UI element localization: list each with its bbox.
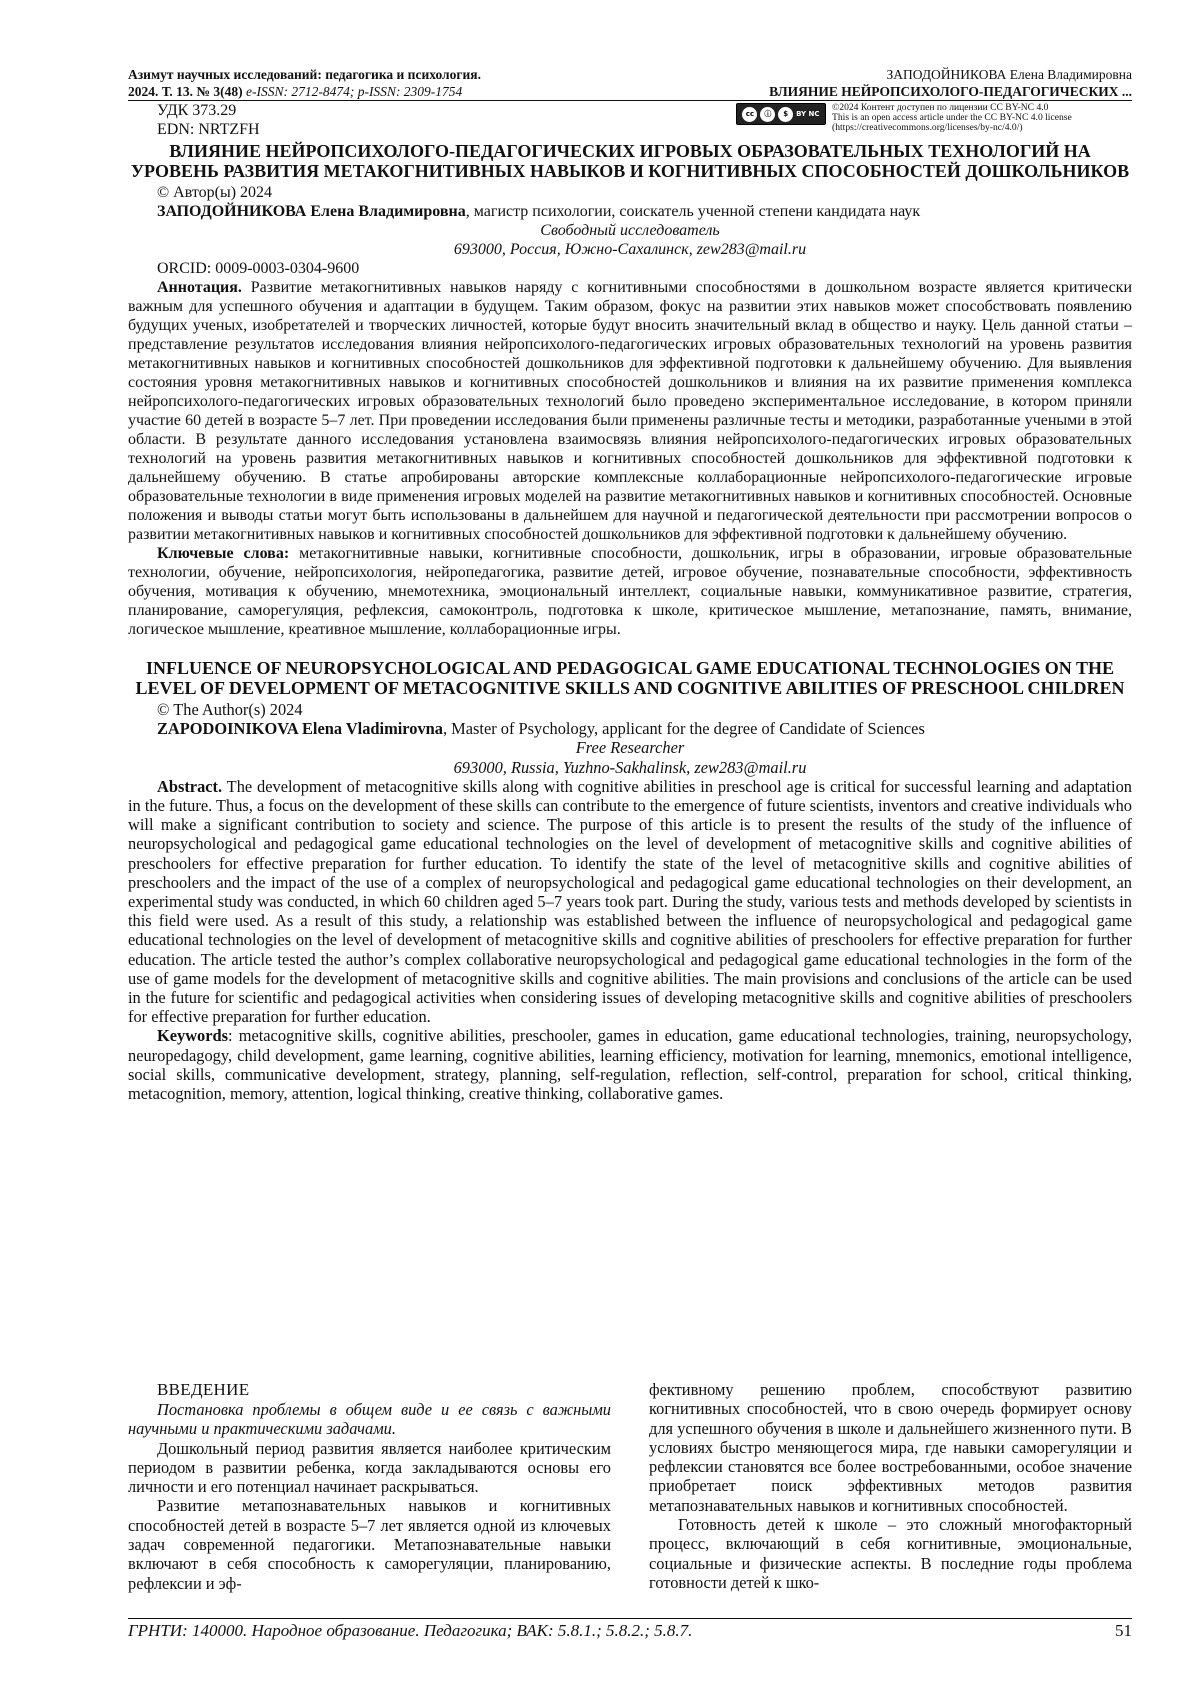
- left-column: [128, 1380, 611, 1593]
- abstract-text-ru: Развитие метакогнитивных навыков наряду с когнитивными способностями в дошкольном возрасте является критически важным для успешного обучения и адаптации в будущем. Таким образом, фокус на развитии этих навыков может способствовать появлению будущих ученых, изобретателей и творческих личностей, которые будут вносить значительный вклад в общество и науку. Цель данной статьи – представление результатов исследования влияния нейропсихолого-педагогических игровых образовательных технологий на уровень развития метакогнитивных навыков и когнитивных способностей дошкольников для эффективной подготовки к дальнейшему обучению. Для выявления состояния уровня метакогнитивных навыков и когнитивных способностей дошкольников и влияния на их развитие применения комплекса нейропсихолого-педагогических игровых образовательных технологий было проведено экспериментальное исследование, в котором приняли участие 60 детей в возрасте 5–7 лет. При проведении исследования были применены различные тесты и методики, разработанные учеными в этой области. В результате данного исследования установлена взаимосвязь влияния нейропсихолого-педагогических игровых образовательных технологий на уровень развития метакогнитивных навыков и когнитивных способностей дошкольников для эффективной подготовки к дальнейшему обучению. В статье апробированы авторские комплексные коллаборационные нейропсихолого-педагогические игровые образовательные технологии в виде применения игровых моделей на развитие метакогнитивных навыков и когнитивных способностей. Основные положения и выводы статьи могут быть использованы в дальнейшем для научной и педагогической деятельности при рассмотрении вопросов о развитии метакогнитивных навыков и когнитивных способностей дошкольников для эффективной подготовки к дальнейшему обучению.: [128, 279, 1132, 543]
- section-heading-intro: ВВЕДЕНИЕ: [157, 1380, 250, 1399]
- page-number: 51: [1115, 1621, 1132, 1640]
- keywords-text-en: : metacognitive skills, cognitive abilities, preschooler, games in education, game educational technologies, training, neuropsychology, neuropedagogy, child development, game learning, cognitive abilities, learning efficiency, motivation for learning, mnemonics, emotional intelligence, social skills, communicative development, strategy, planning, self-regulation, reflection, self-control, preparation for school, critical thinking, metacognition, memory, attention, logical thinking, creative thinking, collaborative games.: [128, 1026, 1132, 1104]
- keywords-ru: [128, 544, 1132, 639]
- abstract-text-en: The development of metacognitive skills along with cognitive abilities in preschool age is critical for successful learning and adaptation in the future. Thus, a focus on the development of these skills can contribute to the emergence of future scientists, inventors and creative individuals who will make a significant contribution to society and science. The purpose of this article is to present the results of the study of the influence of neuropsychological and pedagogical game educational technologies on the level of development of metacognitive skills and cognitive abilities of preschoolers for effective preparation for further education. To identify the state of the level of metacognitive skills and cognitive abilities of preschoolers and the impact of the use of a complex of neuropsychological and pedagogical game educational technologies on their development, an experimental study was conducted, in which 60 children aged 5–7 years took part. During the study, various tests and methods developed by scientists in this field were used. As a result of this study, a relationship was established between the influence of neuropsychological and pedagogical game educational technologies on the level of development of metacognitive skills and cognitive abilities of preschoolers for effective preparation for further education. The article tested the author’s complex collaborative neuropsychological and pedagogical game educational technologies in the form of the use of game models for the development of metacognitive skills and cognitive abilities. The main provisions and conclusions of the article can be used in the future for scientific and pedagogical activities when considering issues of developing metacognitive skills and cognitive abilities of preschoolers for effective preparation for further education.: [128, 776, 1132, 1027]
- journal-issn: e-ISSN: 2712-8474; p-ISSN: 2309-1754: [242, 84, 463, 99]
- author-name-en: ZAPODOINIKOVA Elena Vladimirovna: [157, 719, 443, 739]
- intro-paragraph-2: Развитие метапознавательных навыков и когнитивных способностей детей в возрасте 5–7 лет является одной из ключевых задач современной педагогики. Метапознавательные навыки включают в себя способность к саморегуляции, планированию, рефлексии и эф-: [128, 1496, 611, 1593]
- keywords-en: [128, 1026, 1132, 1103]
- keywords-label-ru: Ключевые слова:: [157, 545, 290, 562]
- affiliation-en: Free Researcher: [575, 738, 685, 758]
- keywords-text-ru: метакогнитивные навыки, когнитивные способности, дошкольник, игры в образовании, игровые образовательные технологии, обучение, нейропсихология, нейропедагогика, развитие детей, игровое обучение, познавательные способности, эффективность обучения, мотивация к обучению, мнемотехника, эмоциональный интеллект, социальные навыки, коммуникативное развитие, стратегия, планирование, саморегуляция, рефлексия, самоконтроль, подготовка к школе, критическое мышление, метапознание, память, внимание, логическое мышление, креативное мышление, коллаборационные игры.: [128, 545, 1133, 638]
- english-section: [128, 658, 1132, 1103]
- article-meta: [128, 101, 1132, 141]
- intro-subheading: Постановка проблемы в общем виде и ее связь с важными научными и практическими задачами.: [128, 1400, 611, 1439]
- article-title-en: INFLUENCE OF NEUROPSYCHOLOGICAL AND PEDAGOGICAL GAME EDUCATIONAL TECHNOLOGIES ON THE LEVEL OF DEVELOPMENT OF METACOGNITIVE SKILLS AND COGNITIVE ABILITIES OF PRESCHOOL CHILDREN: [135, 658, 1125, 698]
- intro-paragraph-1: Дошкольный период развития является наиболее критическим периодом в развитии ребенка, когда закладываются основы его личности и его потенциал начинает раскрываться.: [128, 1438, 611, 1497]
- abstract-ru: [128, 278, 1132, 544]
- address-en: 693000, Russia, Yuzhno-Sakhalinsk, zew283@mail.ru: [453, 757, 807, 777]
- author-name-ru: ЗАПОДОЙНИКОВА Елена Владимировна: [157, 203, 466, 220]
- right-column: [649, 1380, 1132, 1593]
- intro-paragraph-4: Готовность детей к школе – это сложный многофакторный процесс, включающий в себя когнитивные, эмоциональные, социальные и физические аспекты. В последние годы проблема готовности детей к шко-: [649, 1515, 1132, 1592]
- cc-badge-label: BY NC: [796, 109, 820, 118]
- license-text: ©2024 Контент доступен по лицензии CC BY-NC 4.0 This is an open access article under the CC BY-NC 4.0 license (https://creativecommons.org/licenses/by-nc/4.0/): [832, 102, 1072, 133]
- russian-section: [128, 141, 1132, 639]
- article-page: [128, 66, 1132, 1103]
- cc-license-badge[interactable]: [736, 103, 826, 125]
- journal-info: [128, 66, 481, 100]
- intro-paragraph-3: фективному решению проблем, способствуют развитию когнитивных способностей, что в свою очередь формирует основу для успешного обучения в школе и дальнейшего жизненного пути. В условиях быстро меняющегося мира, где навыки саморегуляции и рефлексии становятся все более востребованными, особое значение приобретает поиск эффективных методов развития метапознавательных навыков и когнитивных способностей.: [649, 1380, 1132, 1515]
- cc-icon: cc: [742, 107, 757, 122]
- author-desc-ru: , магистр психологии, соискатель ученной степени кандидата наук: [465, 203, 921, 220]
- author-line-en: [128, 719, 1132, 738]
- address-ru: 693000, Россия, Южно-Сахалинск, zew283@mail.ru: [453, 241, 807, 258]
- running-article-title: ВЛИЯНИЕ НЕЙРОПСИХОЛОГО-ПЕДАГОГИЧЕСКИХ ...: [769, 84, 1132, 99]
- copyright-en: © The Author(s) 2024: [157, 700, 303, 719]
- running-author: ЗАПОДОЙНИКОВА Елена Владимировна: [886, 67, 1132, 82]
- author-desc-en: , Master of Psychology, applicant for the degree of Candidate of Sciences: [442, 719, 925, 739]
- page-footer: [128, 1618, 1132, 1641]
- running-header: [128, 66, 1132, 100]
- by-icon: ⓘ: [760, 107, 775, 122]
- abstract-label-ru: Аннотация.: [157, 279, 242, 296]
- abstract-en: [128, 777, 1132, 1027]
- journal-issue: 2024. Т. 13. № 3(48) e-ISSN: 2712-8474; p-ISSN: 2309-1754: [128, 84, 463, 99]
- running-title: [769, 66, 1132, 100]
- udk-code: УДК 373.29: [157, 102, 237, 119]
- keywords-label-en: Keywords: [157, 1026, 229, 1046]
- journal-title: Азимут научных исследований: педагогика и психология.: [128, 67, 481, 82]
- license-link[interactable]: (https://creativecommons.org/licenses/by-nc/4.0/): [832, 121, 1023, 133]
- edn-code: EDN: NRTZFH: [157, 121, 260, 138]
- abstract-label-en: Abstract.: [157, 776, 223, 796]
- affiliation-ru: Свободный исследователь: [540, 222, 720, 239]
- nc-icon: $: [778, 107, 793, 122]
- author-line-ru: [128, 202, 1132, 221]
- article-title-ru: ВЛИЯНИЕ НЕЙРОПСИХОЛОГО-ПЕДАГОГИЧЕСКИХ ИГРОВЫХ ОБРАЗОВАТЕЛЬНЫХ ТЕХНОЛОГИЙ НА УРОВЕНЬ РАЗВИТИЯ МЕТАКОГНИТИВНЫХ НАВЫКОВ И КОГНИТИВНЫХ СПОСОБНОСТЕЙ ДОШКОЛЬНИКОВ: [130, 141, 1130, 181]
- footer-classification: ГРНТИ: 140000. Народное образование. Педагогика; ВАК: 5.8.1.; 5.8.2.; 5.8.7.: [128, 1621, 693, 1640]
- body-columns: [128, 1380, 1132, 1593]
- copyright-ru: © Автор(ы) 2024: [157, 184, 273, 201]
- orcid: ORCID: 0009-0003-0304-9600: [157, 260, 360, 277]
- license-block: [736, 103, 1072, 132]
